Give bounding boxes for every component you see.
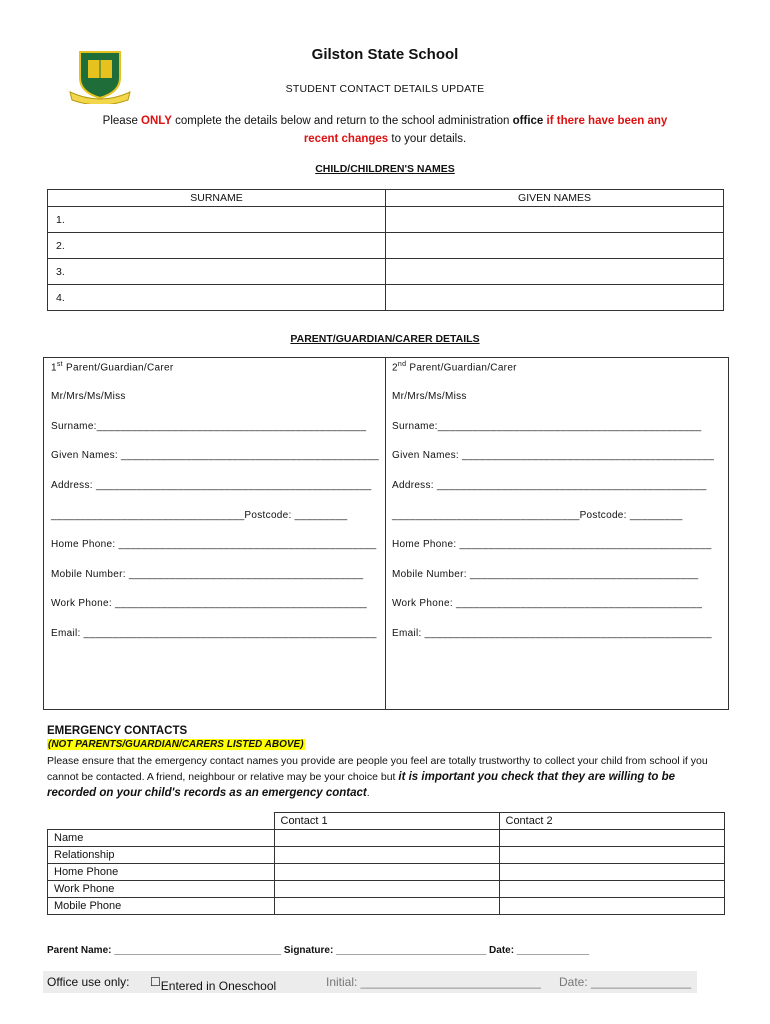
table-row: Mobile Phone: [48, 898, 725, 915]
table-row: 4.: [48, 285, 724, 311]
school-title: Gilston State School: [311, 46, 459, 63]
office-use-label: Office use only:: [47, 975, 130, 989]
table-row: 2.: [48, 233, 724, 259]
parent-1-surname[interactable]: Surname:______________________________________________: [51, 421, 367, 432]
contact-1-header: Contact 1: [274, 813, 499, 830]
table-row: Home Phone: [48, 864, 725, 881]
given-names-header: GIVEN NAMES: [386, 190, 724, 207]
parent-details-box: [43, 357, 729, 710]
parent-1-address[interactable]: Address: _______________________________________________: [51, 480, 372, 491]
parent-divider: [385, 357, 386, 709]
office-initial[interactable]: Initial: ___________________________: [326, 975, 541, 989]
parent-1-email[interactable]: Email: __________________________________________________: [51, 628, 377, 639]
parent-1-given[interactable]: Given Names: ____________________________________________: [51, 450, 379, 461]
oneschool-checkbox[interactable]: ☐ Entered in Oneschool: [150, 975, 277, 993]
parent-2-surname[interactable]: Surname:_____________________________________________: [392, 421, 702, 432]
emergency-subheading: (NOT PARENTS/GUARDIAN/CARERS LISTED ABOVE): [48, 739, 304, 750]
parent-2-given[interactable]: Given Names: ___________________________________________: [392, 450, 715, 461]
parent-2-home-phone[interactable]: Home Phone: ___________________________________________: [392, 539, 712, 550]
intro-text: Please ONLY complete the details below and return to the school administration office if there have been any recent changes to your details.: [102, 115, 668, 145]
parent-2-title[interactable]: Mr/Mrs/Ms/Miss: [392, 391, 467, 402]
table-row: 3.: [48, 259, 724, 285]
table-row: Relationship: [48, 847, 725, 864]
emergency-instructions: Please ensure that the emergency contact names you provide are people you feel are totally trustworthy to collect your child from school if you cannot be contacted. A friend, neighbour or relative may be your choice but it is important you check that they are willing to be recorded on your child's records as an emergency contact.: [47, 755, 708, 799]
parent-1-home-phone[interactable]: Home Phone: ____________________________________________: [51, 539, 377, 550]
contact-2-header: Contact 2: [499, 813, 725, 830]
parent-1-title[interactable]: Mr/Mrs/Ms/Miss: [51, 391, 126, 402]
parent-1-work-phone[interactable]: Work Phone: ___________________________________________: [51, 598, 368, 609]
office-date[interactable]: Date: _______________: [559, 975, 692, 989]
children-table: [47, 189, 724, 311]
emergency-heading: EMERGENCY CONTACTS: [47, 725, 188, 737]
table-row: 1.: [48, 207, 724, 233]
table-row: Work Phone: [48, 881, 725, 898]
signature-line[interactable]: Parent Name: ______________________________ Signature: ___________________________ Date: _____________: [47, 945, 590, 956]
parents-heading: PARENT/GUARDIAN/CARER DETAILS: [290, 333, 480, 345]
emergency-contacts-table: [47, 812, 725, 915]
parent-1-mobile[interactable]: Mobile Number: ________________________________________: [51, 569, 364, 580]
parent-2-address[interactable]: Address: ______________________________________________: [392, 480, 707, 491]
surname-header: SURNAME: [48, 190, 386, 207]
parent-2-label: 2nd Parent/Guardian/Carer: [392, 361, 517, 374]
children-heading: CHILD/CHILDREN'S NAMES: [315, 163, 455, 175]
parent-2-email[interactable]: Email: _________________________________________________: [392, 628, 712, 639]
table-row: Name: [48, 830, 725, 847]
form-subtitle: STUDENT CONTACT DETAILS UPDATE: [285, 83, 485, 95]
parent-2-mobile[interactable]: Mobile Number: _______________________________________: [392, 569, 699, 580]
office-use-bar: [43, 971, 697, 993]
parent-2-postcode[interactable]: ________________________________Postcode: _________: [392, 510, 683, 521]
parent-1-postcode[interactable]: _________________________________Postcode: _________: [51, 510, 348, 521]
parent-2-work-phone[interactable]: Work Phone: __________________________________________: [392, 598, 703, 609]
parent-1-label: 1st Parent/Guardian/Carer: [51, 361, 174, 374]
